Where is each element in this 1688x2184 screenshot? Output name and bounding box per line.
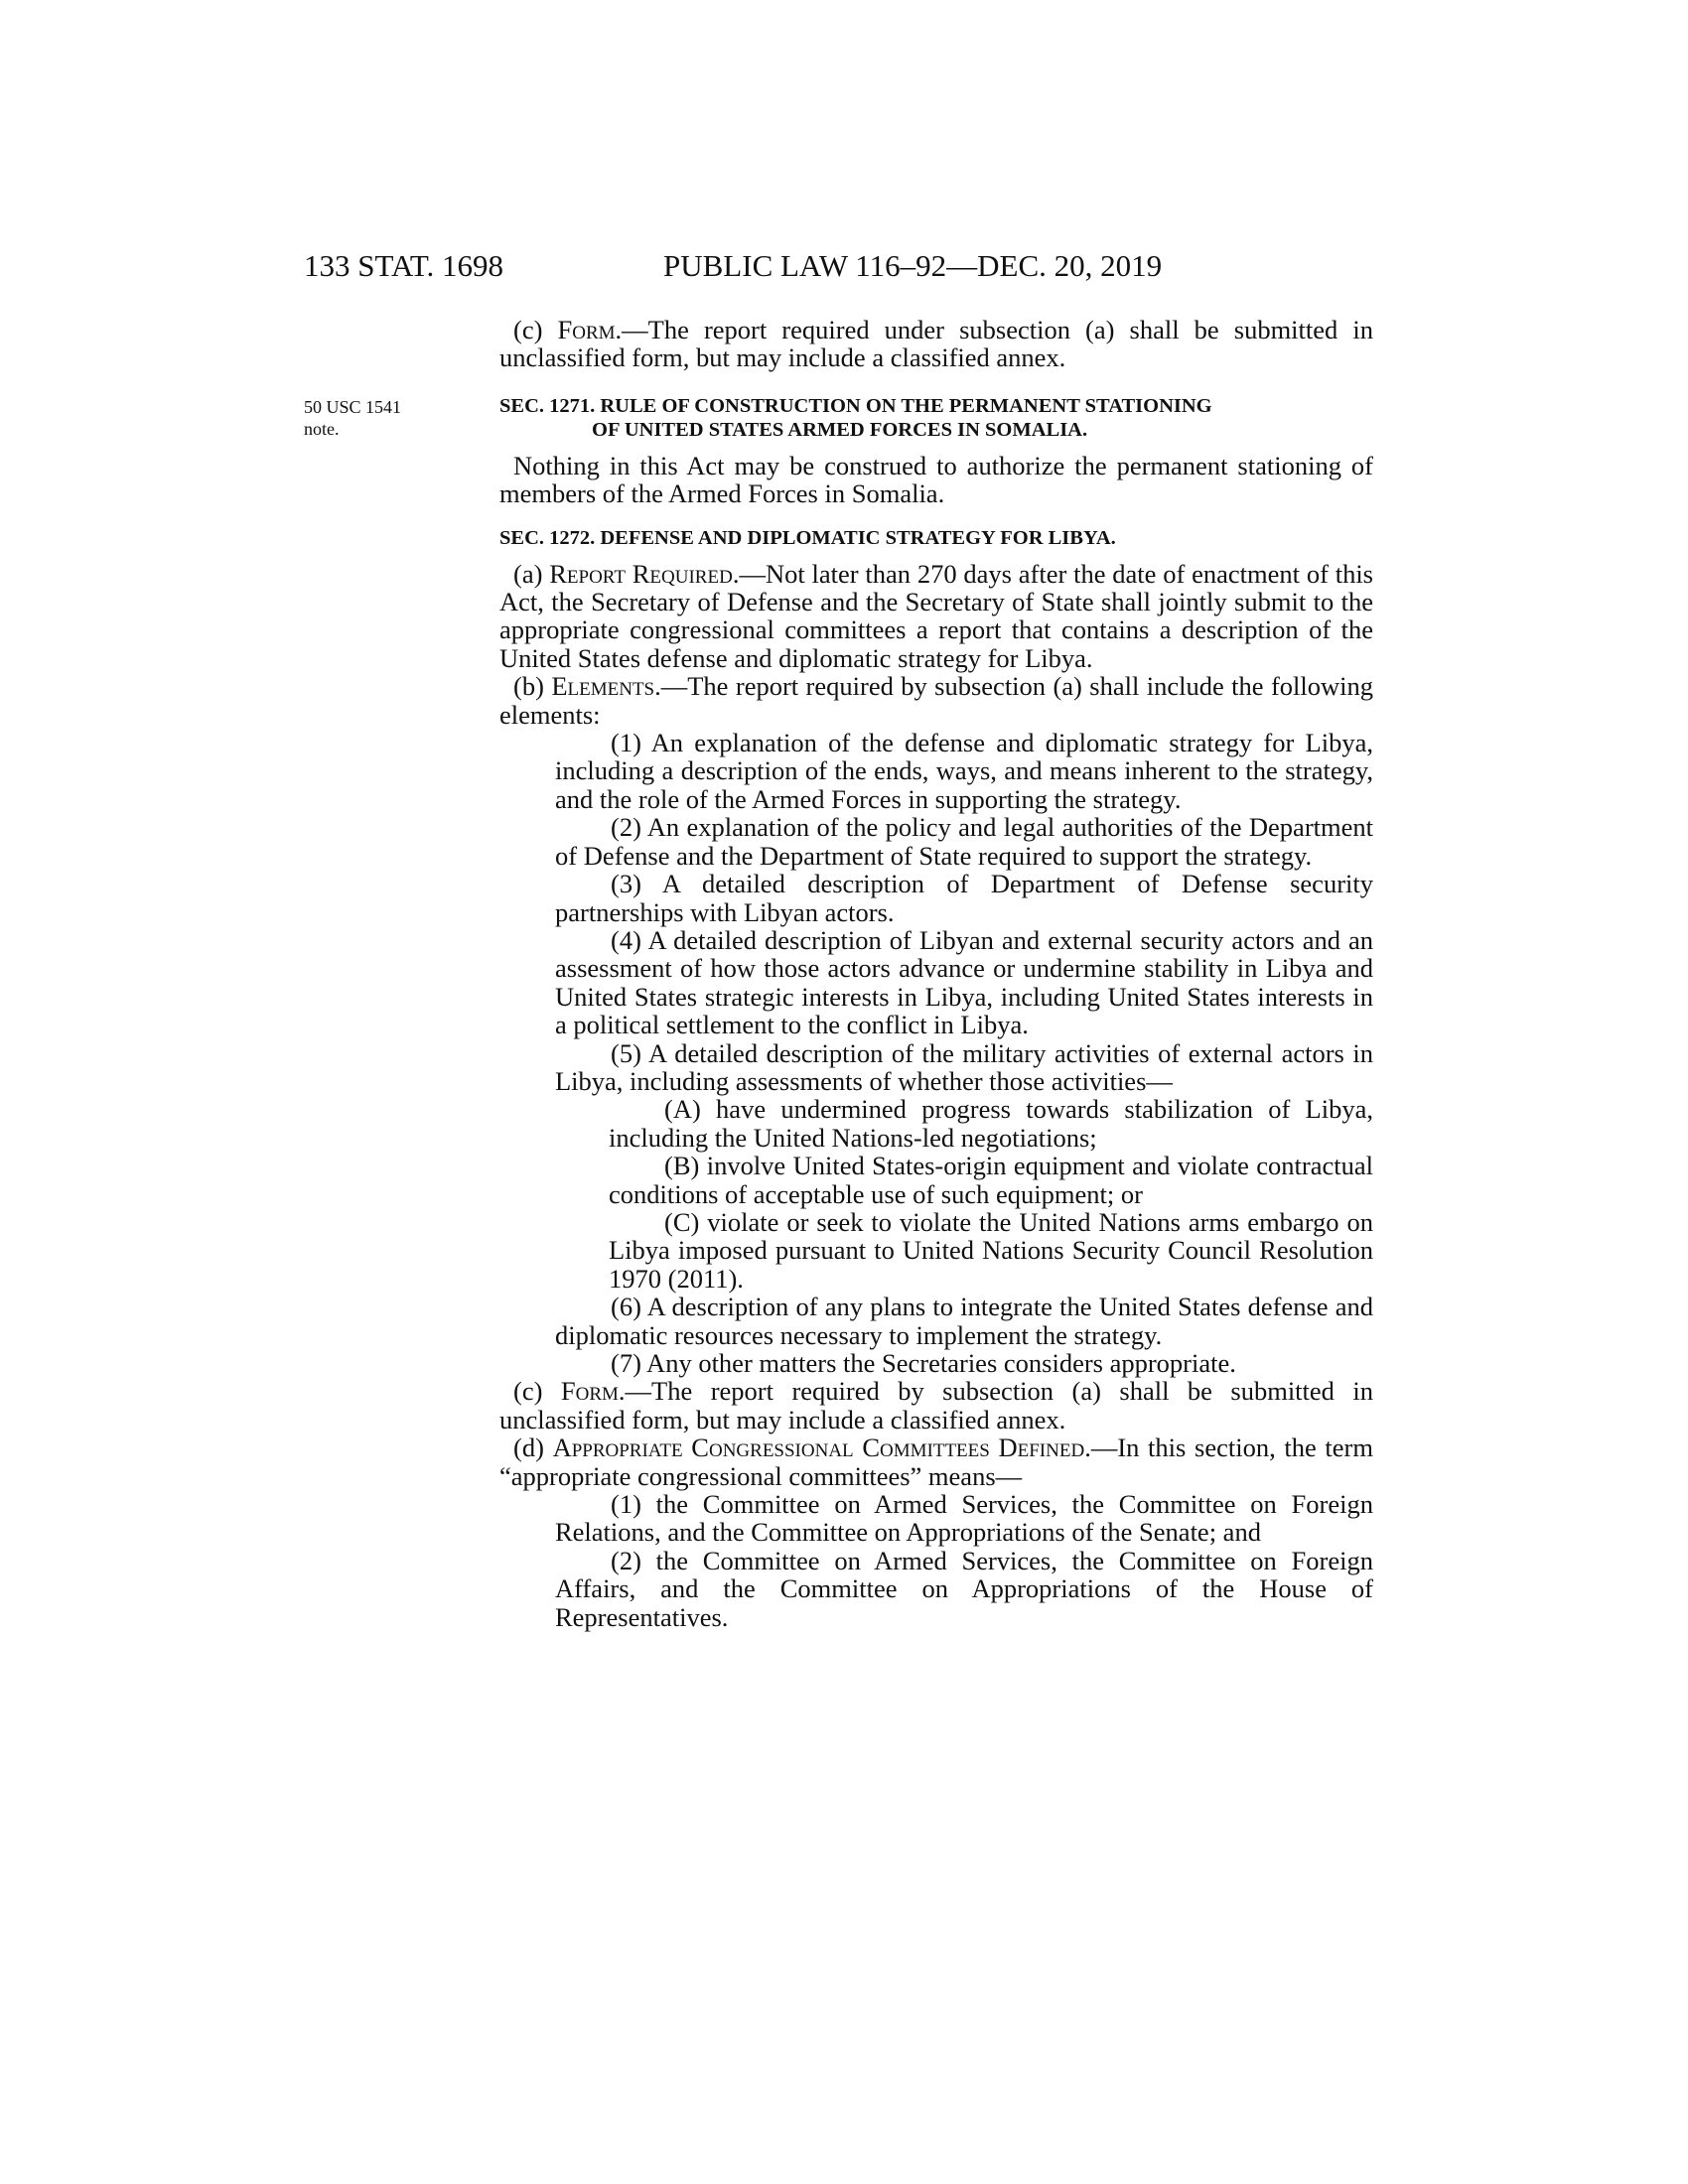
paragraph-b5: (5) A detailed description of the military activities of external actors in Libya, including assessments of whether those activities— <box>555 1037 1373 1096</box>
section-1271-heading: SEC. 1271. RULE OF CONSTRUCTION ON THE PERMANENT STATIONING OF UNITED STATES ARMED FORCES IN SOMALIA. <box>499 394 1212 441</box>
document-body <box>499 316 1373 1631</box>
paragraph-d2: (2) the Committee on Armed Services, the Committee on Foreign Affairs, and the Committee on Appropriations of the House of Representatives. <box>555 1545 1373 1632</box>
paragraph-b: (b) Elements.—The report required by subsection (a) shall include the following elements: <box>499 671 1373 730</box>
paragraph-c: (c) Form.—The report required by subsection (a) shall be submitted in unclassified form, but may include a classified annex. <box>499 1376 1373 1434</box>
subsection-heading: Form <box>557 315 616 344</box>
subsection-heading: Form <box>560 1376 619 1407</box>
paragraph-b3: (3) A detailed description of Department of Defense security partnerships with Libyan actors. <box>555 869 1373 927</box>
paragraph-c-prev: (c) Form.—The report required under subsection (a) shall be submitted in unclassified form, but may include a classified annex. <box>499 315 1373 373</box>
subsection-heading: Report Required <box>549 558 733 589</box>
paragraph-b1: (1) An explanation of the defense and diplomatic strategy for Libya, including a description of the ends, ways, and means inherent to the strategy, and the role of the Armed Forces in supporting the strategy. <box>555 728 1373 814</box>
paragraph-b6: (6) A description of any plans to integrate the United States defense and diplomatic resources necessary to implement the strategy. <box>555 1292 1373 1350</box>
paragraph-b5B: (B) involve United States-origin equipment and violate contractual conditions of acceptable use of such equipment; or <box>609 1151 1373 1209</box>
paragraph-d: (d) Appropriate Congressional Committees Defined.—In this section, the term “appropriate congressional committees” means— <box>499 1433 1373 1491</box>
margin-note <box>304 396 401 440</box>
subsection-heading: Appropriate Congressional Committees Defined <box>552 1433 1085 1463</box>
margin-note-suffix: note. <box>304 419 340 439</box>
section-1272-heading: SEC. 1272. DEFENSE AND DIPLOMATIC STRATEGY FOR LIBYA. <box>499 526 1116 549</box>
paragraph-a: (a) Report Required.—Not later than 270 days after the date of enactment of this Act, the Secretary of Defense and the Secretary of State shall jointly submit to the appropriate congressional committees a report that contains a description of the United States defense and diplomatic strategy for Libya. <box>499 558 1373 673</box>
paragraph-b5A: (A) have undermined progress towards stabilization of Libya, including the United Nations-led negotiations; <box>609 1094 1373 1153</box>
paragraph-b5C: (C) violate or seek to violate the United Nations arms embargo on Libya imposed pursuant to United Nations Security Council Resolution 1970 (2011). <box>609 1206 1373 1294</box>
paragraph-b4: (4) A detailed description of Libyan and external security actors and an assessment of how those actors advance or undermine stability in Libya and United States strategic interests in Libya, including United States interests in a political settlement to the conflict in Libya. <box>555 924 1373 1040</box>
page-reference: 133 STAT. 1698 <box>304 248 504 283</box>
paragraph-b2: (2) An explanation of the policy and legal authorities of the Department of Defense and the Department of State required to support the strategy. <box>555 812 1373 871</box>
section-1271-text: Nothing in this Act may be construed to authorize the permanent stationing of members of the Armed Forces in Somalia. <box>499 450 1373 509</box>
paragraph-b7: (7) Any other matters the Secretaries considers appropriate. <box>611 1348 1236 1378</box>
running-header-title: PUBLIC LAW 116–92—DEC. 20, 2019 <box>663 248 1163 283</box>
subsection-heading: Elements <box>551 671 655 702</box>
paragraph-d1: (1) the Committee on Armed Services, the Committee on Foreign Relations, and the Committee on Appropriations of the Senate; and <box>555 1489 1373 1548</box>
margin-note-citation: 50 USC 1541 <box>304 397 402 417</box>
